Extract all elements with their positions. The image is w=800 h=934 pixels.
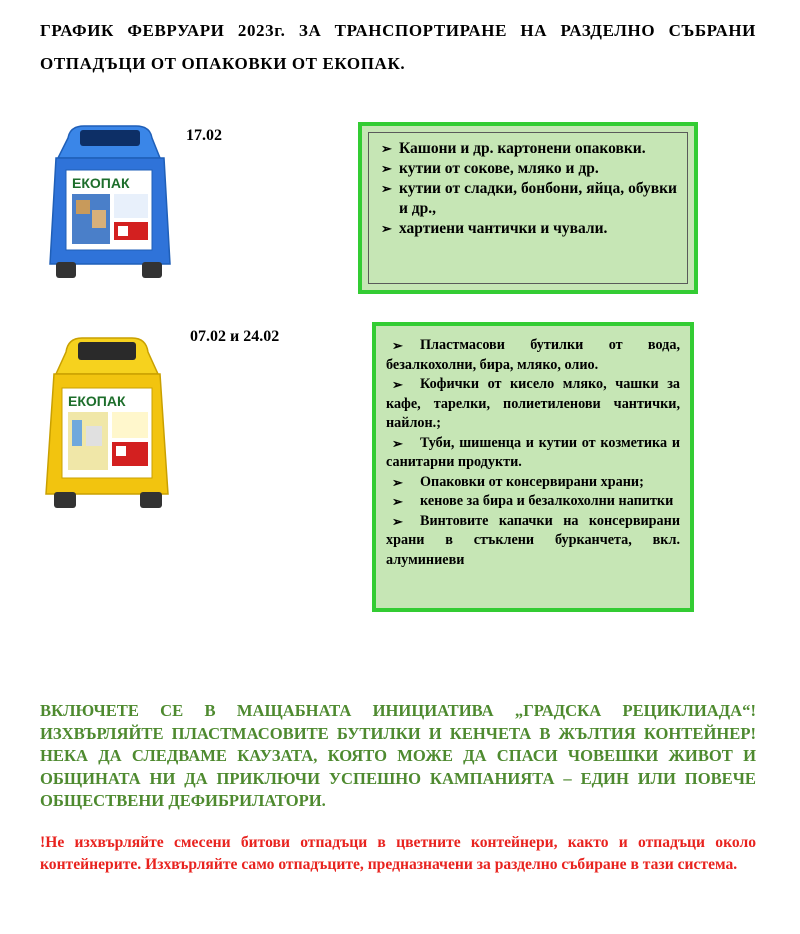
list-item: ➢ Пластмасови бутилки от вода, безалкохолни, бира, мляко, олио. <box>386 336 680 375</box>
bin-brand-text: ЕКОПАК <box>72 175 130 191</box>
schedule-date-1: 17.02 <box>186 127 222 144</box>
warning-paragraph: !Не изхвърляйте смесени битови отпадъци в цветните контейнери, както и отпадъци около контейнерите. Изхвърляйте само отпадъците, предназначени за разделно събиране в тази система. <box>40 834 756 873</box>
list-item: ➢ кутии от сокове, мляко и др. <box>381 159 677 179</box>
initiative-paragraph: ВКЛЮЧЕТЕ СЕ В МАЩАБНАТА ИНИЦИАТИВА „ГРАДСКА РЕЦИКЛИАДА“! ИЗХВЪРЛЯЙТЕ ПЛАСТМАСОВИТЕ БУТИЛКИ И КЕНЧЕТА В ЖЪЛТИЯ КОНТЕЙНЕР! НЕКА ДА СЛЕДВАМЕ КАУЗАТА, КОЯТО МОЖЕ ДА СПАСИ ЧОВЕШКИ ЖИВОТ И ОБЩИНАТА НИ ДА ПРИКЛЮЧИ УСПЕШНО КАМПАНИЯТА – ЕДИН ИЛИ ПОВЕЧЕ ОБЩЕСТВЕНИ ДЕФИБРИЛАТОРИ. <box>40 701 756 811</box>
paper-items-box <box>358 122 698 294</box>
list-item: ➢ Кофички от кисело мляко, чашки за кафе, тарелки, полиетиленови чантички, найлон.; <box>386 375 680 434</box>
list-item: ➢ Туби, шишенца и кутии от козметика и санитарни продукти. <box>386 434 680 473</box>
list-item: ➢ кенове за бира и безалкохолни напитки <box>386 492 680 512</box>
page-title: ГРАФИК ФЕВРУАРИ 2023г. ЗА ТРАНСПОРТИРАНЕ НА РАЗДЕЛНО СЪБРАНИ ОТПАДЪЦИ ОТ ОПАКОВКИ ОТ ЕКОПАК. <box>40 21 756 73</box>
list-item: ➢ Винтовите капачки на консервирани храни в стъклени бурканчета, вкл. алуминиеви <box>386 512 680 571</box>
list-item: ➢ хартиени чантички и чували. <box>381 219 677 239</box>
bin-brand-text: ЕКОПАК <box>68 393 126 409</box>
blue-container-image <box>44 124 174 287</box>
list-item: ➢ кутии от сладки, бонбони, яйца, обувки и др., <box>381 179 677 219</box>
list-item: ➢ Кашони и др. картонени опаковки. <box>381 139 677 159</box>
list-item: ➢ Опаковки от консервирани храни; <box>386 473 680 493</box>
yellow-container-image <box>40 336 174 517</box>
paper-items-list <box>381 139 677 239</box>
schedule-date-2: 07.02 и 24.02 <box>190 328 280 345</box>
plastic-items-box <box>372 322 694 612</box>
plastic-items-list <box>386 336 680 570</box>
